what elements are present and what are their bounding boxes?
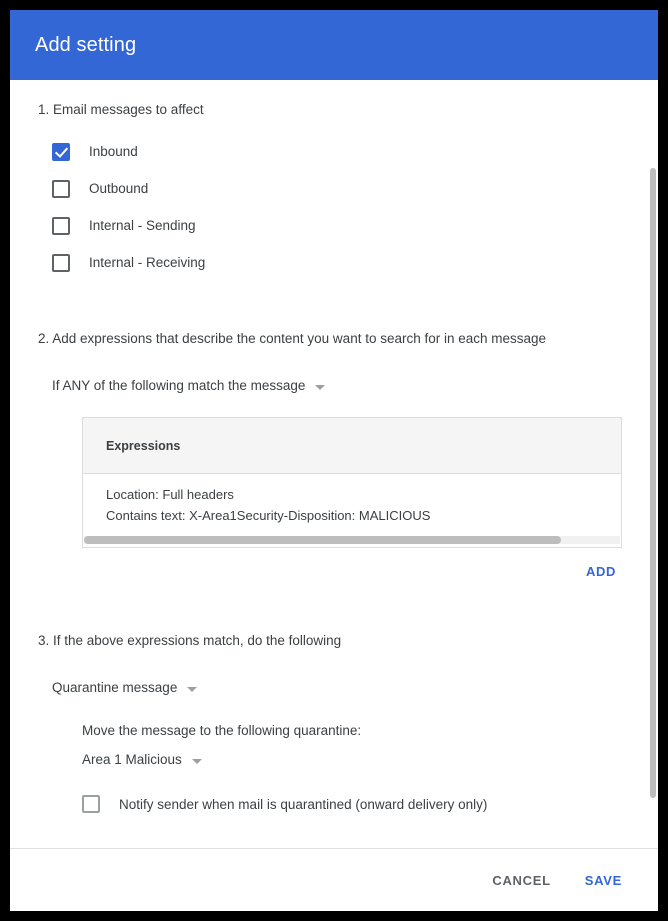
cancel-button[interactable]: CANCEL	[478, 863, 564, 898]
expressions-card-header	[83, 418, 621, 474]
add-expression-row	[82, 560, 622, 583]
expressions-card	[82, 417, 622, 548]
quarantine-select-value: Area 1 Malicious	[82, 752, 182, 767]
quarantine-instruction-label: Move the message to the following quarantine:	[82, 723, 362, 738]
chevron-down-icon	[315, 385, 325, 390]
section-2-label: 2. Add expressions that describe the content you want to search for in each message	[38, 331, 547, 346]
dialog-header	[10, 10, 658, 80]
dialog-vertical-scrollbar[interactable]	[650, 80, 656, 848]
list-item[interactable]: Contains text: X-Area1Security-Disposition: MALICIOUS	[106, 508, 431, 523]
checkbox-row-inbound[interactable]	[52, 133, 630, 170]
add-setting-dialog	[10, 10, 658, 911]
checkbox-row-internal-receiving[interactable]	[52, 244, 630, 281]
save-button[interactable]: SAVE	[571, 863, 636, 898]
list-item[interactable]: Location: Full headers	[106, 487, 234, 502]
add-expression-button[interactable]: ADD	[580, 560, 622, 583]
checkbox-internal-receiving-icon[interactable]	[52, 254, 70, 272]
checkbox-label-internal-receiving: Internal - Receiving	[89, 255, 206, 270]
expressions-scrollbar-thumb[interactable]	[84, 536, 561, 544]
section-1-label: 1. Email messages to affect	[38, 102, 204, 117]
chevron-down-icon	[192, 759, 202, 764]
section-3	[38, 633, 630, 813]
email-direction-checkbox-group	[52, 133, 630, 281]
action-dropdown-value: Quarantine message	[52, 680, 178, 695]
checkbox-row-outbound[interactable]	[52, 170, 630, 207]
checkbox-internal-sending-icon[interactable]	[52, 217, 70, 235]
checkbox-row-internal-sending[interactable]	[52, 207, 630, 244]
checkbox-outbound-icon[interactable]	[52, 180, 70, 198]
checkbox-label-inbound: Inbound	[89, 144, 138, 159]
dialog-body	[10, 80, 658, 849]
match-type-value: If ANY of the following match the message	[52, 378, 306, 393]
dialog-footer	[10, 849, 658, 911]
checkbox-notify-sender-icon[interactable]	[82, 795, 100, 813]
checkbox-inbound-icon[interactable]	[52, 143, 70, 161]
quarantine-select-dropdown[interactable]	[82, 752, 202, 767]
checkbox-label-internal-sending: Internal - Sending	[89, 218, 196, 233]
action-dropdown[interactable]	[52, 680, 197, 695]
page-title: Add setting	[35, 33, 137, 56]
dialog-content	[10, 80, 658, 848]
dialog-scrollbar-thumb[interactable]	[650, 168, 656, 798]
match-type-dropdown[interactable]	[52, 378, 325, 393]
checkbox-row-notify-sender[interactable]	[82, 795, 630, 813]
checkbox-label-notify-sender: Notify sender when mail is quarantined (onward delivery only)	[119, 796, 488, 812]
chevron-down-icon	[187, 687, 197, 692]
expressions-header-label: Expressions	[106, 438, 181, 453]
expressions-list	[83, 474, 621, 544]
checkbox-label-outbound: Outbound	[89, 181, 149, 196]
section-3-label: 3. If the above expressions match, do the following	[38, 633, 342, 648]
expressions-horizontal-scrollbar[interactable]	[84, 536, 620, 544]
section-2	[38, 331, 630, 583]
